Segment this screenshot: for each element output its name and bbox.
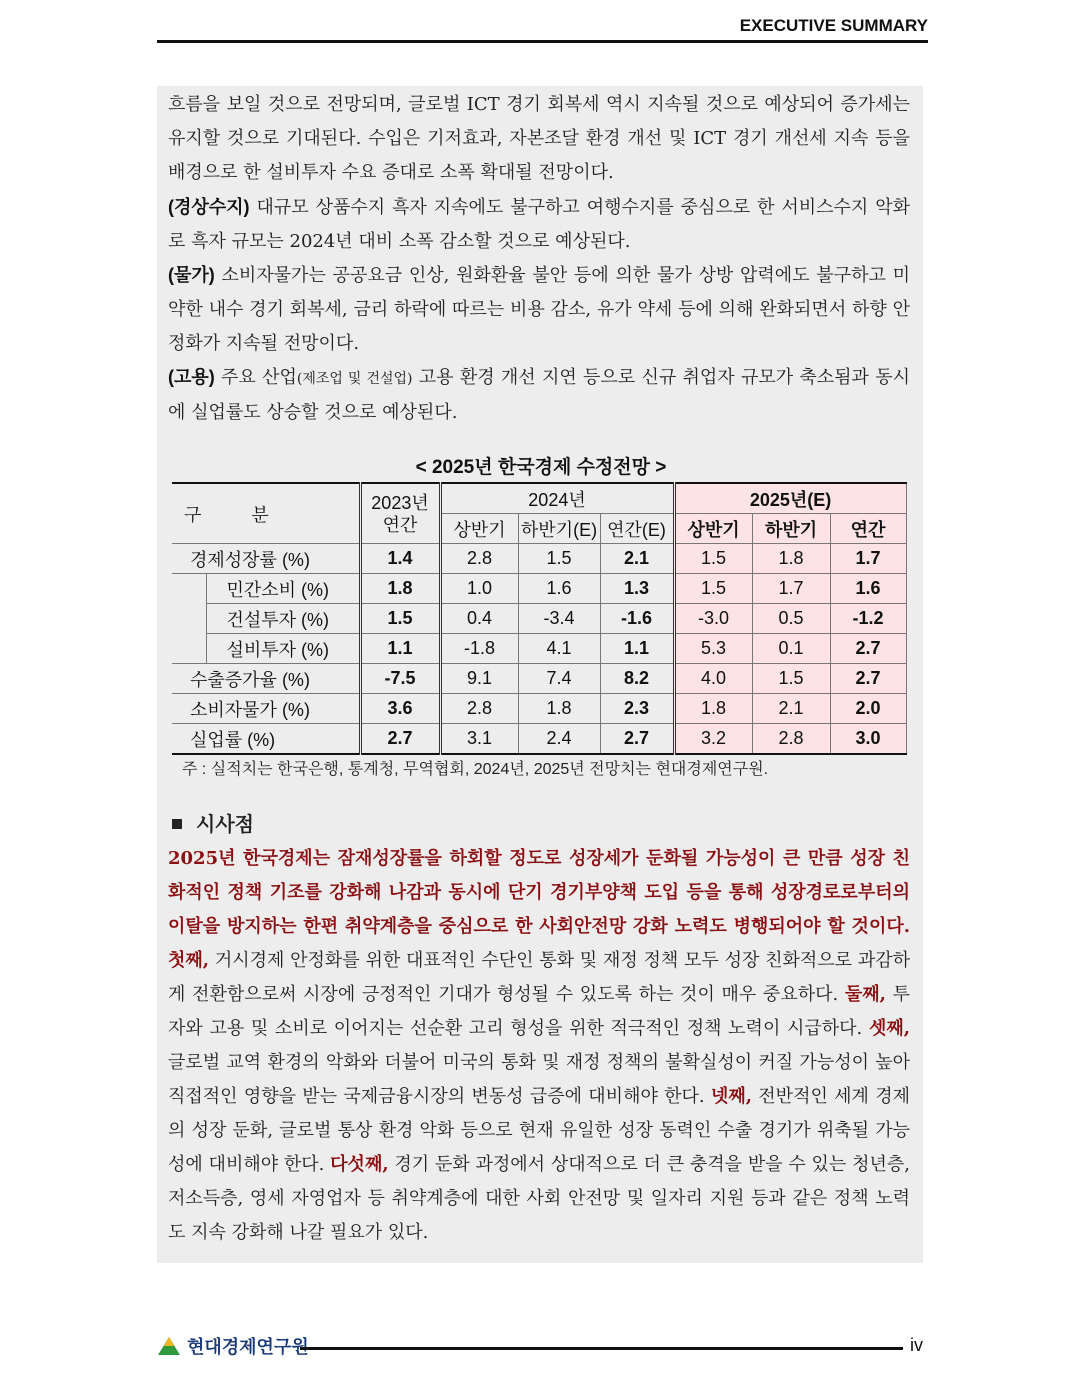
paragraph-export-import (168, 88, 910, 190)
fourth-tag: 넷째, (710, 1086, 752, 1107)
header-2024-h2: 하반기(E) (518, 514, 600, 544)
section-title: 시사점 (196, 814, 254, 836)
cell: 3.1 (440, 724, 518, 755)
cell: 2.7 (360, 724, 440, 755)
paragraph-text: 주요 산업 (214, 367, 297, 388)
row-label: 수출증가율 (%) (172, 664, 360, 694)
indent-cell (172, 604, 206, 634)
table-row (172, 634, 906, 664)
row-label: 경제성장률 (%) (172, 544, 360, 574)
cell: 1.5 (674, 574, 752, 604)
table-row (172, 604, 906, 634)
header-2023-year: 2023년 (371, 492, 429, 513)
cell: 1.7 (752, 574, 830, 604)
cell: 3.2 (674, 724, 752, 755)
cell: 2.8 (440, 544, 518, 574)
cell: 2.4 (518, 724, 600, 755)
cell: 2.8 (440, 694, 518, 724)
header-2023 (360, 483, 440, 544)
table-header-row (172, 483, 906, 514)
cell: -3.0 (674, 604, 752, 634)
first-tag: 첫째, (168, 950, 210, 971)
footer-logo (157, 1333, 309, 1359)
cell: 0.4 (440, 604, 518, 634)
cell: 1.8 (674, 694, 752, 724)
fifth-text: 경기 둔화 과정에서 상대적으로 더 큰 충격을 받을 수 있는 청년층, 저소득층, 영세 자영업자 등 취약계층에 대한 사회 안전망 및 일자리 지원 등과 같은 정책 노력도 지속 강화해 나갈 필요가 있다. (168, 1154, 910, 1243)
cell: 1.3 (600, 574, 674, 604)
current-account-tag: (경상수지) (168, 197, 250, 217)
prices-tag: (물가) (168, 265, 215, 285)
paragraph-text: 흐름을 보일 것으로 전망되며, 글로벌 ICT 경기 회복세 역시 지속될 것으로 예상되어 증가세는 유지할 것으로 기대된다. 수입은 기저효과, 자본조달 환경 개선 및 ICT 경기 개선세 지속 등을 배경으로 한 설비투자 수요 증대로 소폭 확대될 전망이다. (168, 94, 910, 183)
cell: 2.7 (600, 724, 674, 755)
cell: 1.8 (360, 574, 440, 604)
forecast-table (172, 482, 907, 755)
cell: 4.1 (518, 634, 600, 664)
header-2024-annual: 연간(E) (600, 514, 674, 544)
header-title: EXECUTIVE SUMMARY (739, 16, 928, 35)
header-gubun: 구 분 (172, 483, 360, 544)
implications-lead: 2025년 한국경제는 잠재성장률을 하회할 정도로 성장세가 둔화될 가능성이 큰 만큼 성장 친화적인 정책 기조를 강화해 나감과 동시에 단기 경기부양책 도입 등을 통해 성장경로로부터의 이탈을 방지하는 한편 취약계층을 중심으로 한 사회안전망 강화 노력도 병행되어야 할 것이다. (168, 848, 910, 937)
cell: 1.6 (518, 574, 600, 604)
indent-cell (172, 574, 206, 604)
footer-org-name: 현대경제연구원 (187, 1337, 309, 1357)
paragraph-text: 대규모 상품수지 흑자 지속에도 불구하고 여행수지를 중심으로 한 서비스수지 악화로 흑자 규모는 2024년 대비 소폭 감소할 것으로 예상된다. (168, 197, 910, 252)
section-heading (172, 808, 254, 837)
header-2025: 2025년(E) (674, 483, 906, 514)
cell: 4.0 (674, 664, 752, 694)
cell: 0.1 (752, 634, 830, 664)
cell: 9.1 (440, 664, 518, 694)
header-2025-h2: 하반기 (752, 514, 830, 544)
cell: 1.6 (830, 574, 906, 604)
employment-tag: (고용) (168, 367, 215, 387)
cell: 1.8 (518, 694, 600, 724)
page-header (157, 12, 928, 43)
fourth-text: 전반적인 세계 경제의 성장 둔화, 글로벌 통상 환경 악화 등으로 현재 유일한 성장 동력인 수출 경기가 위축될 가능성에 대비해야 한다. (168, 1086, 910, 1175)
row-label: 소비자물가 (%) (172, 694, 360, 724)
table-title: < 2025년 한국경제 수정전망 > (415, 457, 667, 478)
cell: -1.6 (600, 604, 674, 634)
implications-paragraph (168, 842, 910, 1250)
cell: 1.5 (360, 604, 440, 634)
indent-cell (172, 634, 206, 664)
cell: 2.1 (752, 694, 830, 724)
row-label: 설비투자 (%) (206, 634, 360, 664)
cell: 2.1 (600, 544, 674, 574)
row-label: 건설투자 (%) (206, 604, 360, 634)
cell: 2.7 (830, 664, 906, 694)
first-text: 거시경제 안정화를 위한 대표적인 수단인 통화 및 재정 정책 모두 성장 친화적으로 과감하게 전환함으로써 시장에 긍정적인 기대가 형성될 수 있도록 하는 것이 매우 중요하다. (168, 950, 910, 1005)
cell: 2.7 (830, 634, 906, 664)
fifth-tag: 다섯째, (330, 1154, 389, 1175)
second-tag: 둘째, (844, 984, 886, 1005)
paragraph-employment (168, 360, 910, 430)
cell: 3.0 (830, 724, 906, 755)
third-tag: 셋째, (868, 1018, 910, 1039)
cell: 1.0 (440, 574, 518, 604)
cell: 8.2 (600, 664, 674, 694)
paragraph-small-text: (제조업 및 건설업) (296, 371, 413, 387)
header-2025-h1: 상반기 (674, 514, 752, 544)
triangle-logo-icon (157, 1336, 181, 1356)
row-label: 실업률 (%) (172, 724, 360, 755)
table-row (172, 694, 906, 724)
cell: -3.4 (518, 604, 600, 634)
paragraph-prices (168, 258, 910, 361)
cell: -1.8 (440, 634, 518, 664)
cell: 1.8 (752, 544, 830, 574)
cell: 1.5 (518, 544, 600, 574)
cell: 3.6 (360, 694, 440, 724)
cell: -1.2 (830, 604, 906, 634)
cell: 2.3 (600, 694, 674, 724)
table-row (172, 724, 906, 755)
cell: 1.1 (360, 634, 440, 664)
header-2024-h1: 상반기 (440, 514, 518, 544)
paragraph-text: 소비자물가는 공공요금 인상, 원화환율 불안 등에 의한 물가 상방 압력에도 불구하고 미약한 내수 경기 회복세, 금리 하락에 따르는 비용 감소, 유가 약세 등에 의해 완화되면서 하향 안정화가 지속될 전망이다. (168, 265, 910, 354)
cell: 2.8 (752, 724, 830, 755)
header-2023-sub: 연간 (382, 514, 418, 535)
third-text: 글로벌 교역 환경의 악화와 더불어 미국의 통화 및 재정 정책의 불확실성이 커질 가능성이 높아 직접적인 영향을 받는 국제금융시장의 변동성 급증에 대비해야 한다. (168, 1052, 910, 1107)
cell: 5.3 (674, 634, 752, 664)
paragraph-text: 고용 환경 개선 지연 등으로 신규 취업자 규모가 축소됨과 동시에 실업률도 상승할 것으로 예상된다. (168, 367, 910, 423)
cell: 1.5 (674, 544, 752, 574)
page-number: iv (910, 1335, 923, 1355)
square-bullet-icon (172, 819, 182, 829)
table-note: 주 : 실적치는 한국은행, 통계청, 무역협회, 2024년, 2025년 전망치는 현대경제연구원. (182, 761, 769, 778)
cell: 1.1 (600, 634, 674, 664)
footer-divider (300, 1347, 903, 1350)
cell: 1.7 (830, 544, 906, 574)
header-2024: 2024년 (440, 483, 674, 514)
table-row (172, 664, 906, 694)
table-row (172, 574, 906, 604)
row-label: 민간소비 (%) (206, 574, 360, 604)
cell: 1.4 (360, 544, 440, 574)
table-row (172, 544, 906, 574)
second-text: 투자와 고용 및 소비로 이어지는 선순환 고리 형성을 위한 적극적인 정책 노력이 시급하다. (168, 984, 910, 1039)
cell: 2.0 (830, 694, 906, 724)
paragraph-current-account (168, 190, 910, 259)
cell: -7.5 (360, 664, 440, 694)
cell: 1.5 (752, 664, 830, 694)
header-2025-annual: 연간 (830, 514, 906, 544)
cell: 7.4 (518, 664, 600, 694)
cell: 0.5 (752, 604, 830, 634)
